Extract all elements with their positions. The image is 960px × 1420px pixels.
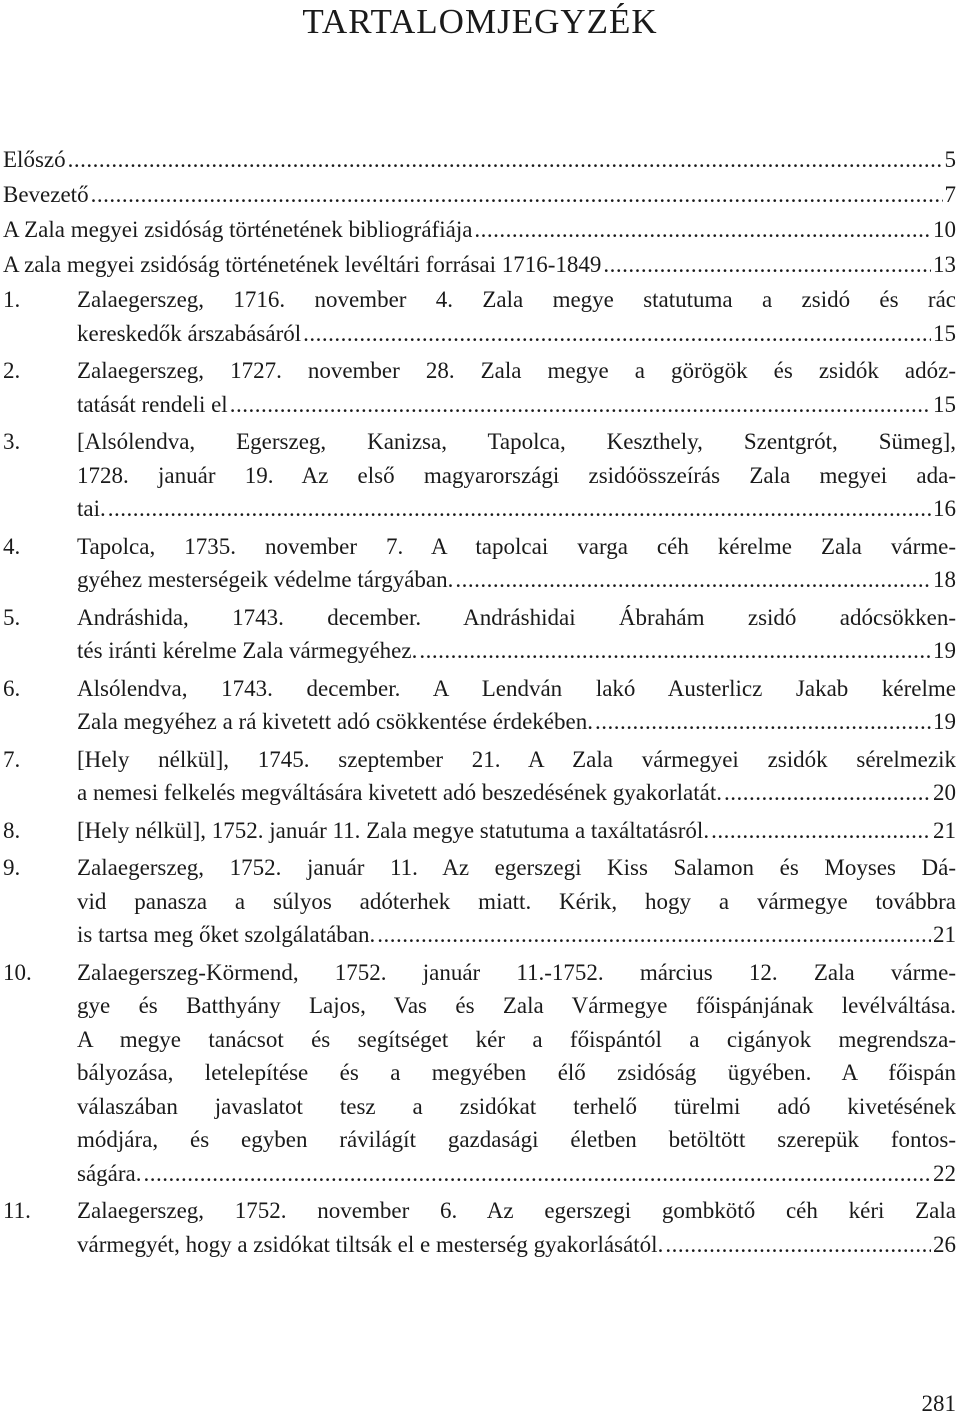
toc-entry-text: [Hely nélkül], 1752. január 11. Zala megye statutuma a taxáltatásról. bbox=[77, 817, 710, 843]
toc-entry bbox=[3, 143, 956, 177]
dot-leader bbox=[144, 1157, 932, 1191]
toc-entry-page: 19 bbox=[933, 638, 956, 663]
toc-entry-text: Előszó bbox=[3, 147, 66, 172]
toc-entry-text: A Zala megyei zsidóság történetének bibliográfiája bbox=[3, 217, 473, 242]
dot-leader bbox=[377, 918, 931, 952]
toc-entry-text: tatását rendeli el bbox=[77, 391, 228, 417]
toc-entry-number: 8. bbox=[3, 817, 21, 843]
dot-leader bbox=[68, 143, 943, 177]
toc-entry bbox=[3, 743, 956, 810]
toc-entry-text: tés iránti kérelme Zala vármegyéhez. bbox=[77, 638, 418, 663]
toc-entry bbox=[3, 851, 956, 952]
toc-entry-page: 13 bbox=[933, 252, 956, 277]
toc-entry bbox=[3, 213, 956, 247]
toc-entry-text: Zalaegerszeg, 1752. január 11. Az egerszegi Kiss Salamon és Moyses Dá- bbox=[77, 855, 956, 880]
dot-leader bbox=[108, 492, 931, 526]
toc-entry-text: tai. bbox=[77, 496, 106, 521]
toc-entry-text: vármegyét, hogy a zsidókat tiltsák el e mesterség gyakorlásától. bbox=[77, 1231, 664, 1257]
dot-leader bbox=[303, 317, 931, 351]
toc-entry-page: 15 bbox=[933, 320, 956, 346]
toc-entry-page: 10 bbox=[933, 217, 956, 242]
toc-entry-text: gyéhez mesterségeik védelme tárgyában. bbox=[77, 567, 454, 592]
toc-entry bbox=[3, 354, 956, 421]
toc-entry-text: gye és Batthyány Lajos, Vas és Zala Vármegye főispánjának levélváltása. bbox=[77, 993, 956, 1018]
toc-entry-text: is tartsa meg őket szolgálatában. bbox=[77, 922, 376, 947]
toc-entry-number: 10. bbox=[3, 959, 32, 985]
toc-entry-text: a nemesi felkelés megváltására kivetett adó beszedésének gyakorlatát. bbox=[77, 780, 722, 805]
toc-entry bbox=[3, 672, 956, 739]
toc-entry-page: 21 bbox=[933, 922, 956, 947]
dot-leader bbox=[91, 178, 943, 212]
toc-entry-text: bályozása, letelepítése és a megyében élő zsidóság ügyében. A főispán bbox=[77, 1060, 956, 1085]
toc-entry-text: módjára, és egyben rávilágít gazdasági életben betöltött szerepük fontos- bbox=[77, 1127, 956, 1152]
toc-entry-text: A megye tanácsot és segítséget kér a főispántól a cigányok megrendsza- bbox=[77, 1026, 956, 1052]
toc-entry-text: válaszában javaslatot tesz a zsidókat terhelő türelmi adó kivetésének bbox=[77, 1093, 956, 1119]
table-of-contents bbox=[3, 143, 956, 1265]
toc-entry-text: A zala megyei zsidóság történetének levéltári forrásai 1716-1849 bbox=[3, 252, 602, 277]
toc-entry-number: 4. bbox=[3, 533, 21, 559]
toc-entry bbox=[3, 248, 956, 282]
page-title: TARTALOMJEGYZÉK bbox=[302, 2, 658, 41]
toc-entry-page: 5 bbox=[944, 147, 956, 172]
toc-entry-text: Zalaegerszeg-Körmend, 1752. január 11.-1752. március 12. Zala várme- bbox=[77, 959, 956, 985]
toc-entry-page: 15 bbox=[933, 391, 956, 417]
dot-leader bbox=[230, 388, 931, 422]
toc-entry-text: Zalaegerszeg, 1727. november 28. Zala megye a görögök és zsidók adóz- bbox=[77, 358, 956, 383]
toc-entry-number: 11. bbox=[3, 1198, 31, 1223]
dot-leader bbox=[711, 814, 931, 848]
toc-entry-text: [Alsólendva, Egerszeg, Kanizsa, Tapolca, Keszthely, Szentgrót, Sümeg], bbox=[77, 429, 956, 454]
toc-entry-number: 1. bbox=[3, 287, 21, 312]
toc-entry-text: Tapolca, 1735. november 7. A tapolcai varga céh kérelme Zala várme- bbox=[77, 533, 956, 559]
toc-entry bbox=[3, 425, 956, 526]
toc-entry-text: Zala megyéhez a rá kivetett adó csökkentése érdekében. bbox=[77, 709, 593, 734]
toc-entry-page: 20 bbox=[933, 780, 956, 805]
toc-entry bbox=[3, 814, 956, 848]
toc-entry-text: 1728. január 19. Az első magyarországi zsidóösszeírás Zala megyei ada- bbox=[77, 462, 956, 488]
toc-entry bbox=[3, 283, 956, 350]
dot-leader bbox=[603, 248, 931, 282]
toc-entry-text: Zalaegerszeg, 1752. november 6. Az egerszegi gombkötő céh kéri Zala bbox=[77, 1198, 956, 1223]
toc-entry-text: Bevezető bbox=[3, 182, 89, 207]
toc-entry-text: ságára. bbox=[77, 1160, 142, 1186]
toc-entry-number: 6. bbox=[3, 675, 21, 701]
toc-entry-page: 26 bbox=[933, 1231, 956, 1257]
toc-entry-number: 3. bbox=[3, 429, 21, 454]
dot-leader bbox=[595, 705, 931, 739]
toc-entry-number: 7. bbox=[3, 746, 21, 772]
toc-entry-text: Zalaegerszeg, 1716. november 4. Zala megye statutuma a zsidó és rác bbox=[77, 287, 956, 312]
dot-leader bbox=[455, 563, 931, 597]
toc-entry bbox=[3, 1194, 956, 1261]
dot-leader bbox=[724, 776, 931, 810]
dot-leader bbox=[474, 213, 931, 247]
toc-entry bbox=[3, 178, 956, 212]
toc-entry-page: 7 bbox=[944, 182, 956, 207]
toc-entry-page: 18 bbox=[933, 567, 956, 592]
toc-entry bbox=[3, 530, 956, 597]
toc-entry-text: [Hely nélkül], 1745. szeptember 21. A Zala vármegyei zsidók sérelmezik bbox=[77, 746, 956, 772]
toc-entry-number: 2. bbox=[3, 358, 21, 383]
toc-entry-number: 5. bbox=[3, 604, 21, 630]
toc-entry bbox=[3, 601, 956, 668]
dot-leader bbox=[419, 634, 931, 668]
toc-entry-text: kereskedők árszabásáról bbox=[77, 320, 302, 346]
toc-entry-page: 19 bbox=[933, 709, 956, 734]
toc-entry-text: Alsólendva, 1743. december. A Lendván lakó Austerlicz Jakab kérelme bbox=[77, 675, 956, 701]
dot-leader bbox=[665, 1228, 931, 1262]
toc-entry-page: 16 bbox=[933, 496, 956, 521]
toc-entry-page: 21 bbox=[933, 817, 956, 843]
toc-entry-text: vid panasza a súlyos adóterhek miatt. Kérik, hogy a vármegye továbbra bbox=[77, 888, 956, 914]
toc-entry-number: 9. bbox=[3, 855, 21, 880]
page-number: 281 bbox=[921, 1391, 956, 1416]
toc-entry-page: 22 bbox=[933, 1160, 956, 1186]
toc-entry bbox=[3, 956, 956, 1191]
toc-entry-text: Andráshida, 1743. december. Andráshidai Ábrahám zsidó adócsökken- bbox=[77, 604, 956, 630]
